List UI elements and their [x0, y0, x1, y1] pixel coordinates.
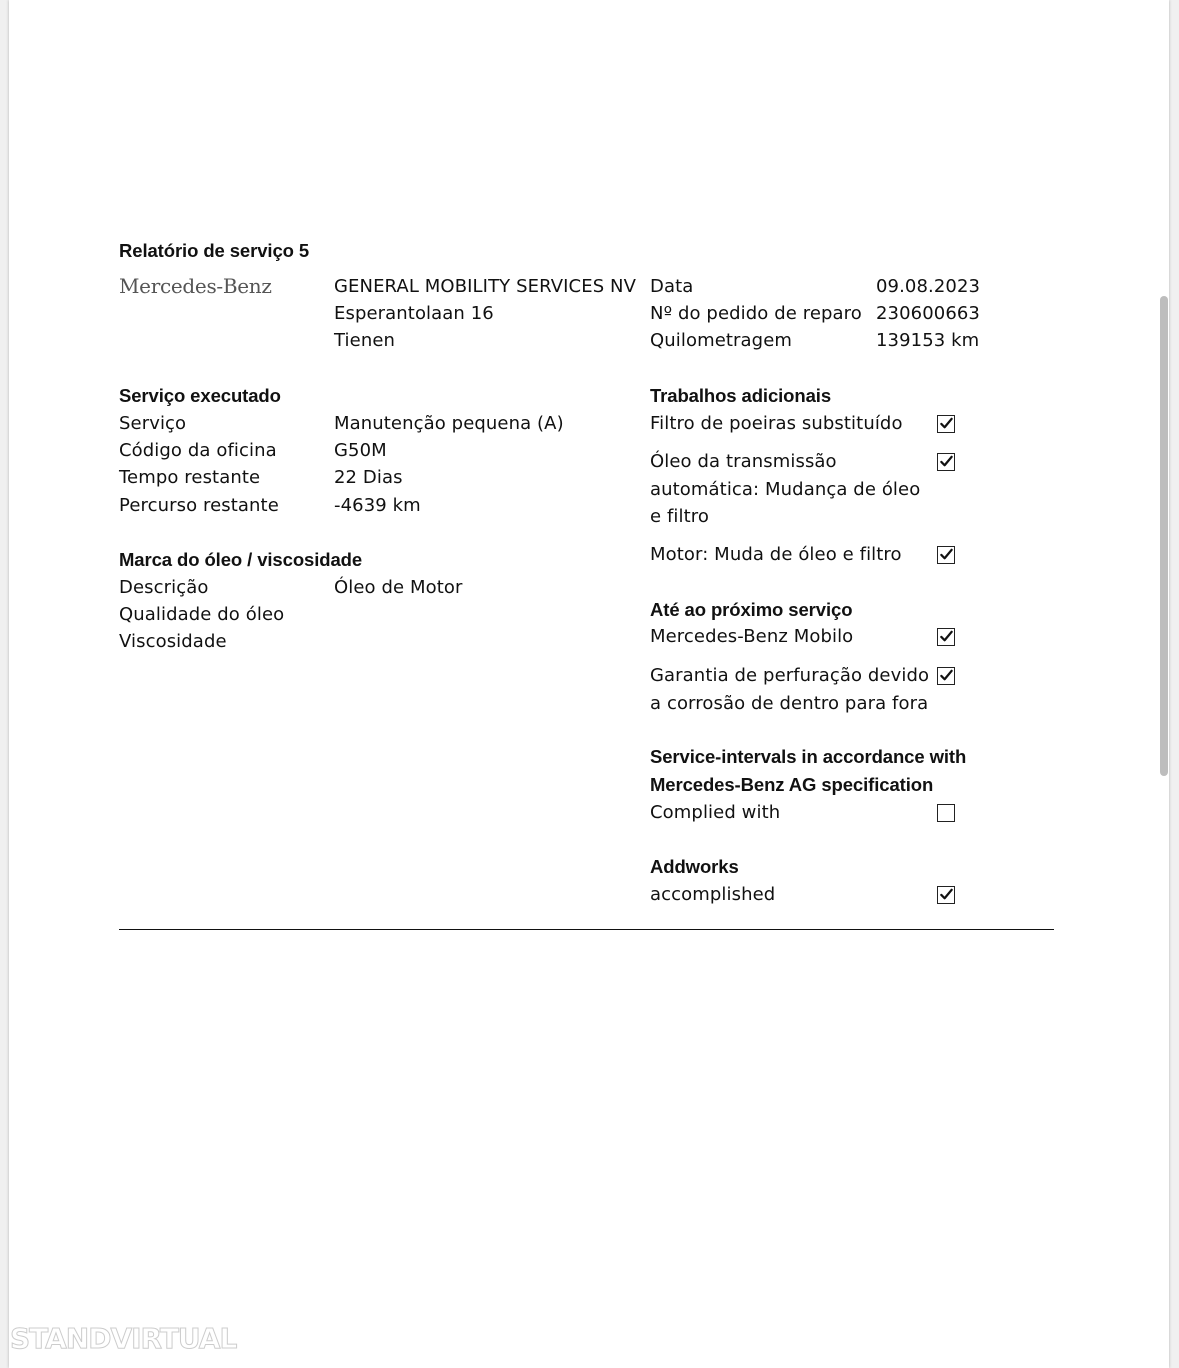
- remaining-time-value: 22 Dias: [334, 467, 403, 488]
- checkbox-accomplished[interactable]: [937, 886, 955, 904]
- next-item-label: Mercedes-Benz Mobilo: [650, 626, 854, 647]
- checkmark-icon: [939, 416, 954, 431]
- checkbox-complied[interactable]: [937, 804, 955, 822]
- next-item-label: Garantia de perfuração devido a corrosão de dentro para fora: [650, 665, 930, 714]
- meta-value-mileage: 139153 km: [876, 330, 980, 351]
- meta-label-mileage: Quilometragem: [650, 330, 793, 351]
- workshop-code-value: G50M: [334, 440, 387, 461]
- service-value: Manutenção pequena (A): [334, 413, 564, 434]
- addworks-heading: Addworks: [650, 856, 739, 877]
- meta-value-order: 230600663: [876, 303, 980, 324]
- meta-label-order: Nº do pedido de reparo: [650, 303, 862, 324]
- intervals-heading: Service-intervals in accordance with Mercedes-Benz AG specification: [650, 746, 967, 795]
- meta-value-date: 09.08.2023: [876, 276, 981, 297]
- dealer-name: GENERAL MOBILITY SERVICES NV: [334, 276, 637, 297]
- checkmark-icon: [939, 629, 954, 644]
- checkbox-transmission-oil[interactable]: [937, 453, 955, 471]
- intervals-item-label: Complied with: [650, 802, 781, 823]
- service-heading: Serviço executado: [119, 385, 281, 406]
- report-title: Relatório de serviço 5: [119, 240, 310, 261]
- scrollbar[interactable]: [1160, 296, 1168, 776]
- mercedes-benz-logo: Mercedes-Benz: [119, 274, 272, 298]
- checkmark-icon: [939, 454, 954, 469]
- checkmark-icon: [939, 887, 954, 902]
- oil-viscosity-label: Viscosidade: [119, 631, 227, 652]
- oil-description-value: Óleo de Motor: [334, 577, 463, 598]
- additional-item-label: Filtro de poeiras substituído: [650, 413, 903, 434]
- checkmark-icon: [939, 668, 954, 683]
- remaining-distance-value: -4639 km: [334, 495, 421, 516]
- checkmark-icon: [939, 547, 954, 562]
- service-label: Serviço: [119, 413, 187, 434]
- remaining-distance-label: Percurso restante: [119, 495, 279, 516]
- meta-label-date: Data: [650, 276, 694, 297]
- oil-heading: Marca do óleo / viscosidade: [119, 549, 363, 570]
- additional-item-label: Motor: Muda de óleo e filtro: [650, 544, 902, 565]
- addworks-item-label: accomplished: [650, 884, 776, 905]
- additional-heading: Trabalhos adicionais: [650, 385, 832, 406]
- next-service-heading: Até ao próximo serviço: [650, 599, 853, 620]
- additional-item-label: Óleo da transmissão automática: Mudança de óleo e filtro: [650, 451, 921, 527]
- document-page: [9, 0, 1169, 1368]
- checkbox-mobilo[interactable]: [937, 628, 955, 646]
- checkbox-dust-filter[interactable]: [937, 415, 955, 433]
- checkbox-engine-oil[interactable]: [937, 546, 955, 564]
- standvirtual-watermark: STANDVIRTUAL: [10, 1322, 237, 1355]
- checkbox-corrosion-warranty[interactable]: [937, 667, 955, 685]
- oil-quality-label: Qualidade do óleo: [119, 604, 285, 625]
- workshop-code-label: Código da oficina: [119, 440, 277, 461]
- oil-description-label: Descrição: [119, 577, 209, 598]
- dealer-street: Esperantolaan 16: [334, 303, 494, 324]
- remaining-time-label: Tempo restante: [119, 467, 261, 488]
- dealer-city: Tienen: [334, 330, 396, 351]
- divider-line: [119, 929, 1054, 930]
